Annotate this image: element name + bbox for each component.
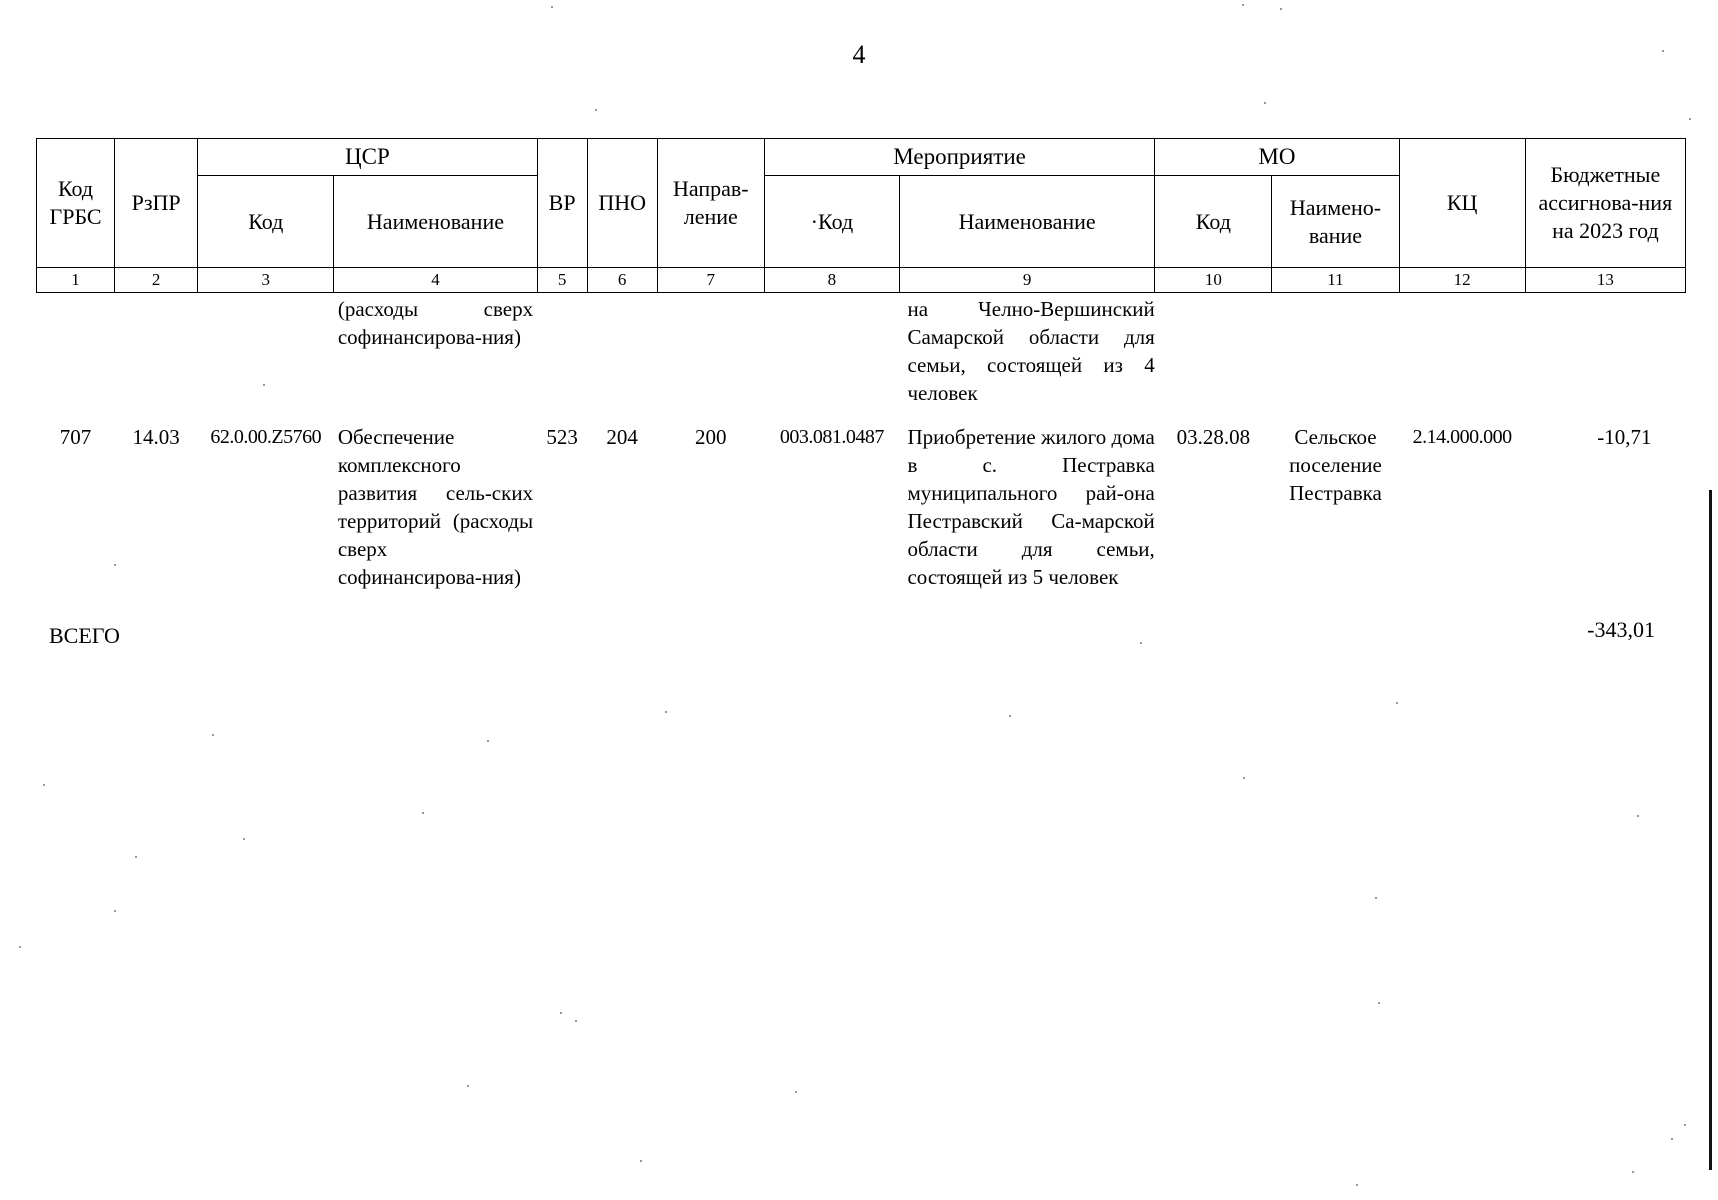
scan-speck xyxy=(560,1012,562,1014)
scan-speck xyxy=(1264,102,1266,104)
scan-speck xyxy=(1242,4,1244,6)
scan-speck xyxy=(212,734,214,736)
scan-speck xyxy=(575,1020,577,1022)
column-number: 13 xyxy=(1525,268,1685,293)
scan-speck xyxy=(640,1160,642,1162)
column-number: 8 xyxy=(764,268,899,293)
scan-speck xyxy=(1378,1002,1380,1004)
column-number: 2 xyxy=(115,268,198,293)
scan-speck xyxy=(1637,815,1639,817)
column-number: 6 xyxy=(587,268,657,293)
header-napravlenie: Направ-ление xyxy=(657,139,764,268)
cell-mer-kod: 003.081.0487 xyxy=(779,426,884,448)
column-number: 7 xyxy=(657,268,764,293)
scan-speck xyxy=(795,1091,797,1093)
cell-rzpr: 14.03 xyxy=(132,425,180,449)
cell-mo-kod: 03.28.08 xyxy=(1176,425,1251,449)
header-vr: ВР xyxy=(537,139,587,268)
scan-speck xyxy=(1396,702,1398,704)
header-pno: ПНО xyxy=(587,139,657,268)
scan-speck xyxy=(263,384,265,386)
scan-speck xyxy=(551,6,553,8)
scan-speck xyxy=(1243,777,1245,779)
column-number: 10 xyxy=(1155,268,1272,293)
scan-speck xyxy=(243,838,245,840)
cell-mer-name: Приобретение жилого дома в с. Пестравка муниципального рай-она Пестравский Са-марской области для семьи, состоящей из 5 человек xyxy=(907,425,1155,589)
total-value: -343,01 xyxy=(1587,617,1655,642)
cell-kod-grbs: 707 xyxy=(59,425,92,449)
header-mo-kod: Код xyxy=(1155,176,1272,268)
scan-speck xyxy=(487,740,489,742)
column-number: 5 xyxy=(537,268,587,293)
scan-speck xyxy=(43,784,45,786)
column-number: 3 xyxy=(198,268,334,293)
scan-speck xyxy=(1280,8,1282,10)
cell-csr-name: Обеспечение комплексного развития сель-ских территорий (расходы сверх софинансирова-ния) xyxy=(337,425,534,589)
header-budget: Бюджетные ассигнова-ния на 2023 год xyxy=(1525,139,1685,268)
scan-speck xyxy=(1689,118,1691,120)
scan-speck xyxy=(1009,715,1011,717)
continuation-mer-name: на Челно-Вершинский Самарской области для семьи, состоящей из 4 человек xyxy=(907,297,1155,405)
header-csr-kod: Код xyxy=(198,176,334,268)
column-number: 12 xyxy=(1399,268,1525,293)
scan-speck xyxy=(19,946,21,948)
cell-vr: 523 xyxy=(546,425,578,449)
column-number: 4 xyxy=(334,268,537,293)
scan-speck xyxy=(422,812,424,814)
table-row-continuation xyxy=(37,293,1686,410)
continuation-csr-name: (расходы сверх софинансирова-ния) xyxy=(337,297,534,349)
cell-pno: 204 xyxy=(606,425,638,449)
scan-edge-mark xyxy=(1709,490,1712,1170)
header-meropriyatie: Мероприятие xyxy=(764,139,1154,176)
cell-kc: 2.14.000.000 xyxy=(1412,426,1512,448)
header-kod-grbs: Код ГРБС xyxy=(37,139,115,268)
header-mer-name: Наименование xyxy=(899,176,1154,268)
header-rzpr: РзПР xyxy=(115,139,198,268)
column-number: 11 xyxy=(1272,268,1399,293)
scan-speck xyxy=(665,711,667,713)
scan-speck xyxy=(114,564,116,566)
scan-speck xyxy=(595,109,597,111)
cell-mo-name: Сельское поселение Пестравка xyxy=(1289,425,1382,505)
scan-speck xyxy=(1662,50,1664,52)
column-number: 1 xyxy=(37,268,115,293)
header-mo-name: Наимено-вание xyxy=(1272,176,1399,268)
budget-table xyxy=(36,138,1686,591)
scan-speck xyxy=(1356,1184,1358,1186)
header-csr-name: Наименование xyxy=(334,176,537,268)
table-row xyxy=(37,409,1686,591)
page-number: 4 xyxy=(852,40,866,69)
scan-speck xyxy=(1684,1124,1686,1126)
scan-speck xyxy=(135,856,137,858)
scan-speck xyxy=(1632,1171,1634,1173)
header-kc: КЦ xyxy=(1399,139,1525,268)
scan-speck xyxy=(467,1085,469,1087)
scan-speck xyxy=(1375,897,1377,899)
cell-napravlenie: 200 xyxy=(695,425,727,449)
header-mer-kod: ·Код xyxy=(764,176,899,268)
scan-speck xyxy=(1671,1138,1673,1140)
header-csr: ЦСР xyxy=(198,139,537,176)
total-label: ВСЕГО xyxy=(49,623,120,648)
header-mo: МО xyxy=(1155,139,1399,176)
scan-speck xyxy=(114,910,116,912)
column-number: 9 xyxy=(899,268,1154,293)
scan-speck xyxy=(1140,642,1142,644)
cell-csr-kod: 62.0.00.Z5760 xyxy=(210,426,322,448)
cell-budget: -10,71 xyxy=(1597,425,1652,449)
